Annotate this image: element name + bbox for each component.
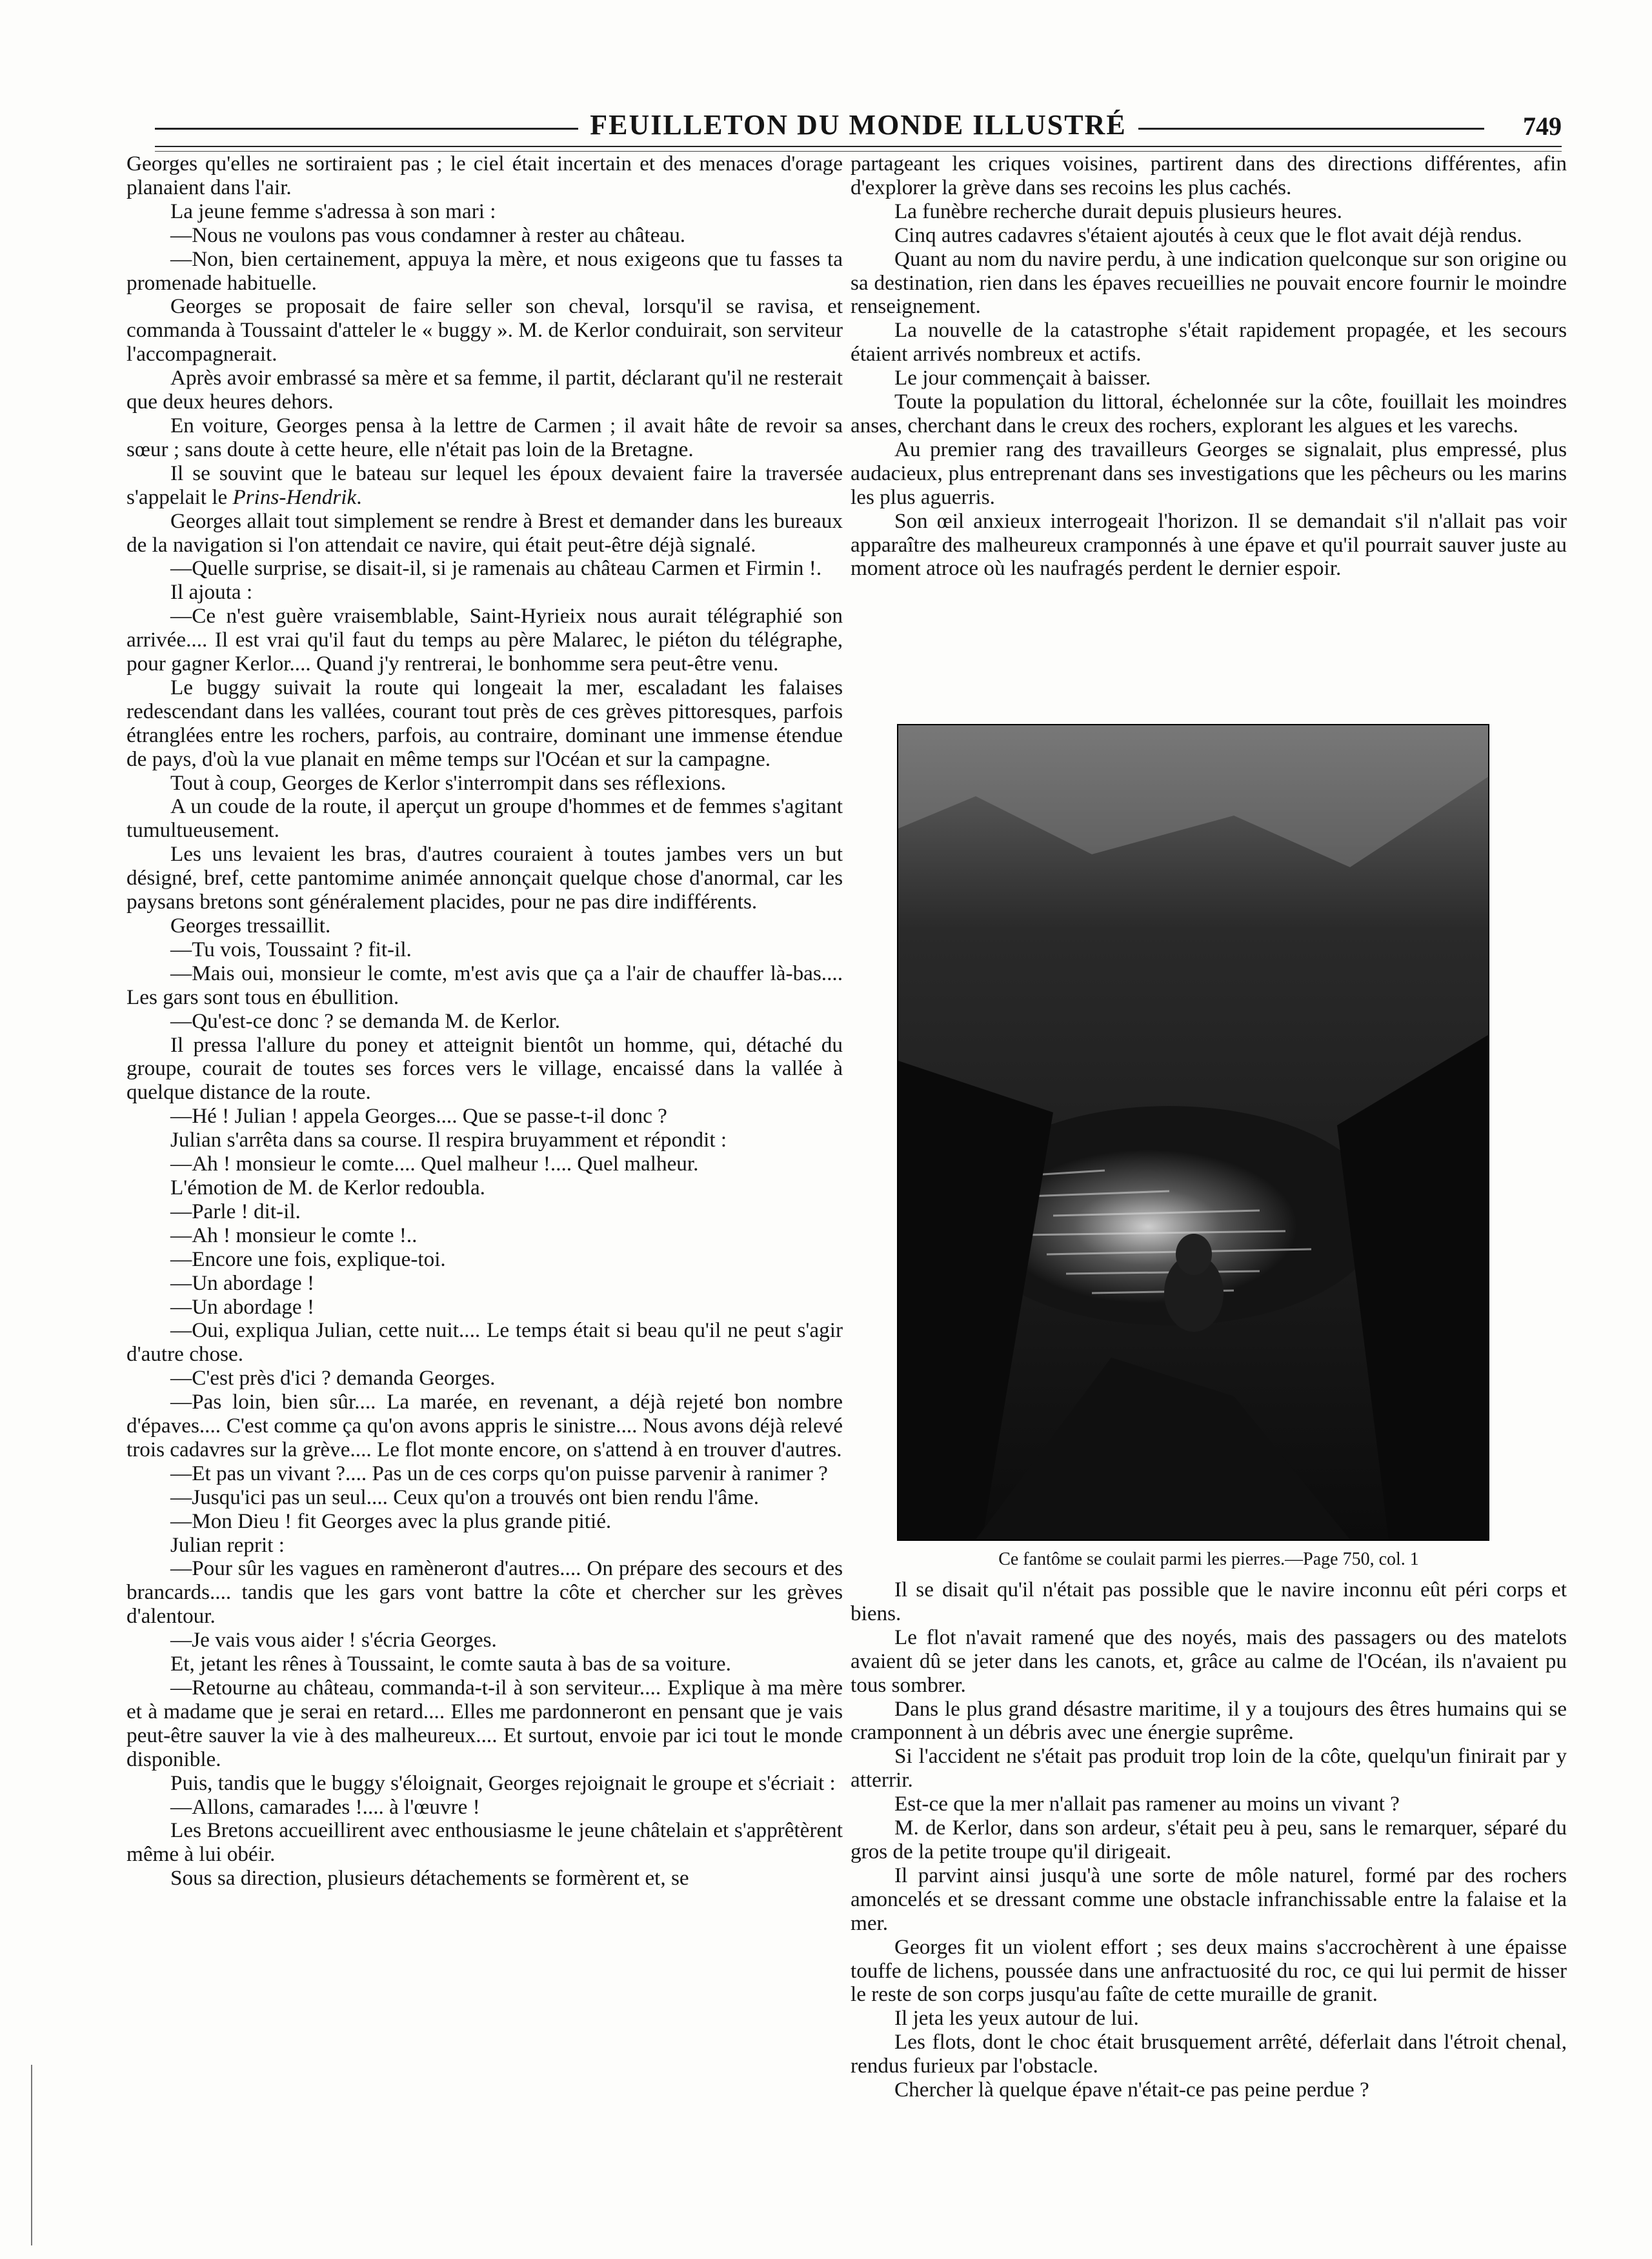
paragraph: Il pressa l'allure du poney et atteignit bientôt un homme, qui, détaché du groupe, courait de toutes ses forces vers le village, encaissé dans la vallée à quelque distance de la route. bbox=[126, 1032, 843, 1105]
paragraph: —Qu'est-ce donc ? se demanda M. de Kerlor. bbox=[170, 1009, 561, 1033]
paragraph: Les flots, dont le choc était brusquement arrêté, déferlait dans l'étroit chenal, rendus furieux par l'obstacle. bbox=[851, 2030, 1567, 2078]
paragraph: —Non, bien certainement, appuya la mère, et nous exigeons que tu fasses ta promenade habituelle. bbox=[126, 246, 843, 295]
figure-caption: Ce fantôme se coulait parmi les pierres.—Page 750, col. 1 bbox=[998, 1549, 1419, 1569]
paragraph: Tout à coup, Georges de Kerlor s'interrompit dans ses réflexions. bbox=[170, 770, 727, 795]
margin-mark bbox=[31, 2065, 32, 2245]
paragraph: A un coude de la route, il aperçut un groupe d'hommes et de femmes s'agitant tumultueusement. bbox=[126, 794, 843, 843]
paragraph: —Oui, expliqua Julian, cette nuit.... Le temps était si beau qu'il ne peut s'agir d'autre chose. bbox=[126, 1318, 843, 1367]
paragraph: Son œil anxieux interrogeait l'horizon. Il se demandait s'il n'allait pas voir apparaître des malheureux cramponnés à une épave et qu'il pourrait sauver juste au moment atroce où les naufragés perdent le dernier espoir. bbox=[851, 508, 1567, 581]
paragraph: L'émotion de M. de Kerlor redoubla. bbox=[170, 1175, 485, 1200]
paragraph: Sous sa direction, plusieurs détachements se formèrent et, se bbox=[170, 1866, 689, 1891]
paragraph: —Tu vois, Toussaint ? fit-il. bbox=[170, 937, 412, 961]
paragraph: —Quelle surprise, se disait-il, si je ramenais au château Carmen et Firmin !. bbox=[170, 556, 822, 581]
paragraph: —Nous ne voulons pas vous condamner à rester au château. bbox=[170, 223, 686, 247]
paragraph: —Mais oui, monsieur le comte, m'est avis que ça a l'air de chauffer là-bas.... Les gars sont tous en ébullition. bbox=[126, 961, 843, 1009]
paragraph: La jeune femme s'adressa à son mari : bbox=[170, 199, 496, 223]
paragraph: Dans le plus grand désastre maritime, il y a toujours des êtres humains qui se cramponnent à un débris avec une énergie suprême. bbox=[851, 1696, 1567, 1745]
paragraph: Il se souvint que le bateau sur lequel les époux devaient faire la traversée s'appelait le Prins-Hendrik. bbox=[126, 461, 843, 509]
paragraph: Georges fit un violent effort ; ses deux mains s'accrochèrent à une épaisse touffe de lichens, poussée dans une anfractuosité du roc, ce qui lui permit de hisser le reste de son corps jusqu'au faîte de cette muraille de granit. bbox=[851, 1934, 1567, 2007]
paragraph: Au premier rang des travailleurs Georges se signalait, plus empressé, plus audacieux, plus entreprenant dans ses investigations que les pêcheurs ou les marins les plus aguerris. bbox=[851, 437, 1567, 509]
paragraph: —Ah ! monsieur le comte.... Quel malheur !.... Quel malheur. bbox=[170, 1152, 699, 1176]
header-rule-lower bbox=[155, 146, 1562, 147]
paragraph: Et, jetant les rênes à Toussaint, le comte sauta à bas de sa voiture. bbox=[170, 1652, 731, 1676]
paragraph: Le flot n'avait ramené que des noyés, mais des passagers ou des matelots avaient dû se jeter dans les canots, et, grâce au calme de l'Océan, ils n'avaient pu tous sombrer. bbox=[851, 1625, 1567, 1697]
illustration-image bbox=[898, 725, 1488, 1540]
paragraph: Toute la population du littoral, échelonnée sur la côte, fouillait les moindres anses, cherchant dans le creux des rochers, explorant les algues et les varechs. bbox=[851, 390, 1567, 437]
paragraph: —Un abordage ! bbox=[170, 1294, 315, 1319]
paragraph: —Je vais vous aider ! s'écria Georges. bbox=[170, 1628, 497, 1652]
paragraph: partageant les criques voisines, partirent dans des directions différentes, afin d'explorer la grève dans ses recoins les plus cachés. bbox=[851, 152, 1567, 199]
paragraph: Il parvint ainsi jusqu'à une sorte de môle naturel, formé par des rochers amoncelés et se dressant comme une obstacle infranchissable entre la falaise et la mer. bbox=[851, 1863, 1567, 1935]
paragraph: —Mon Dieu ! fit Georges avec la plus grande pitié. bbox=[170, 1509, 612, 1533]
paragraph: Georges se proposait de faire seller son cheval, lorsqu'il se ravisa, et commanda à Toussaint d'atteler le « buggy ». M. de Kerlor conduirait, son serviteur l'accompagnerait. bbox=[126, 294, 843, 366]
paragraph: M. de Kerlor, dans son ardeur, s'était peu à peu, sans le remarquer, séparé du gros de la petite troupe qu'il dirigeait. bbox=[851, 1816, 1567, 1863]
paragraph: Il ajouta : bbox=[170, 580, 253, 605]
paragraph: —Parle ! dit-il. bbox=[170, 1199, 301, 1223]
paragraph: —Encore une fois, explique-toi. bbox=[170, 1247, 446, 1271]
paragraph: Les Bretons accueillirent avec enthousiasme le jeune châtelain et s'apprêtèrent même à lui obéir. bbox=[126, 1818, 843, 1867]
right-text-column-upper bbox=[851, 152, 1567, 581]
paragraph: —Ce n'est guère vraisemblable, Saint-Hyrieix nous aurait télégraphié son arrivée.... Il est vrai qu'il faut du temps au père Malarec, le piéton du télégraphe, pour gagner Kerlor.... Quand j'y rentrerai, le bonhomme sera peut-être venu. bbox=[126, 604, 843, 676]
paragraph: Si l'accident ne s'était pas produit trop loin de la côte, quelqu'un finirait par y atterrir. bbox=[851, 1744, 1567, 1792]
paragraph: La nouvelle de la catastrophe s'était rapidement propagée, et les secours étaient arrivés nombreux et actifs. bbox=[851, 318, 1567, 366]
paragraph: —Hé ! Julian ! appela Georges.... Que se passe-t-il donc ? bbox=[170, 1104, 667, 1129]
paragraph: La funèbre recherche durait depuis plusieurs heures. bbox=[894, 199, 1342, 223]
paragraph: —Et pas un vivant ?.... Pas un de ces corps qu'on puisse parvenir à ranimer ? bbox=[170, 1461, 828, 1485]
page-number: 749 bbox=[1514, 111, 1562, 141]
paragraph: En voiture, Georges pensa à la lettre de Carmen ; il avait hâte de revoir sa sœur ; sans doute à cette heure, elle n'était pas loin de la Bretagne. bbox=[126, 413, 843, 461]
paragraph: Les uns levaient les bras, d'autres couraient à toutes jambes vers un but désigné, bref, cette pantomime animée annonçait quelque chose d'anormal, car les paysans bretons sont généralement placides, pour ne pas dire indifférents. bbox=[126, 842, 843, 914]
paragraph: Après avoir embrassé sa mère et sa femme, il partit, déclarant qu'il ne resterait que deux heures dehors. bbox=[126, 366, 843, 414]
paragraph: —Jusqu'ici pas un seul.... Ceux qu'on a trouvés ont bien rendu l'âme. bbox=[170, 1485, 760, 1509]
paragraph: Il jeta les yeux autour de lui. bbox=[894, 2006, 1139, 2031]
paragraph: —Pour sûr les vagues en ramèneront d'autres.... On prépare des secours et des brancards.... tandis que les gars vont battre la côte et chercher sur les grèves d'alentour. bbox=[126, 1556, 843, 1629]
paragraph: —Allons, camarades !.... à l'œuvre ! bbox=[170, 1794, 480, 1819]
paragraph: Georges tressaillit. bbox=[170, 914, 331, 938]
paragraph: Le buggy suivait la route qui longeait la mer, escaladant les falaises redescendant dans les vallées, courant tout près de ces grèves pittoresques, parfois étranglées entre les rochers, parfois, au contraire, dominant une immense étendue de pays, d'où la vue planait en même temps sur l'Océan et sur la campagne. bbox=[126, 675, 843, 771]
paragraph: —Un abordage ! bbox=[170, 1270, 315, 1295]
paragraph: Est-ce que la mer n'allait pas ramener au moins un vivant ? bbox=[894, 1792, 1400, 1816]
paragraph: Quant au nom du navire perdu, à une indication quelconque sur son origine ou sa destination, rien dans les épaves recueillies ne pouvait encore fournir le moindre renseignement. bbox=[851, 246, 1567, 319]
illustration-figure bbox=[897, 724, 1489, 1541]
paragraph: —Retourne au château, commanda-t-il à son serviteur.... Explique à ma mère et à madame que je serai en retard.... Elles me pardonneront en pensant que je vais peut-être sauver la vie à des malheureux.... Et surtout, envoie par ici tout le monde disponible. bbox=[126, 1676, 843, 1771]
paragraph: Georges qu'elles ne sortiraient pas ; le ciel était incertain et des menaces d'orage planaient dans l'air. bbox=[126, 152, 843, 199]
paragraph: Puis, tandis que le buggy s'éloignait, Georges rejoignait le groupe et s'écriait : bbox=[170, 1771, 836, 1795]
paragraph: Julian s'arrêta dans sa course. Il respira bruyamment et répondit : bbox=[170, 1128, 727, 1152]
paragraph: Le jour commençait à baisser. bbox=[894, 366, 1151, 390]
paragraph: —Ah ! monsieur le comte !.. bbox=[170, 1223, 418, 1247]
paragraph: Georges allait tout simplement se rendre à Brest et demander dans les bureaux de la navigation si l'on attendait ce navire, qui était peut-être déjà signalé. bbox=[126, 508, 843, 557]
left-text-column bbox=[126, 152, 843, 1891]
ship-name: Prins-Hendrik bbox=[232, 485, 357, 509]
paragraph: Julian reprit : bbox=[170, 1532, 285, 1557]
running-title: FEUILLETON DU MONDE ILLUSTRÉ bbox=[155, 108, 1562, 141]
paragraph: Cinq autres cadavres s'étaient ajoutés à ceux que le flot avait déjà rendus. bbox=[894, 223, 1522, 247]
paragraph: —C'est près d'ici ? demanda Georges. bbox=[170, 1366, 496, 1391]
paragraph: —Pas loin, bien sûr.... La marée, en revenant, a déjà rejeté bon nombre d'épaves.... C'est comme ça qu'on avons appris le sinistre.... Nous avons déjà relevé trois cadavres sur la grève.... Le flot monte encore, on s'attend à en trouver d'autres. bbox=[126, 1390, 843, 1461]
paragraph: Chercher là quelque épave n'était-ce pas peine perdue ? bbox=[894, 2078, 1369, 2102]
paragraph: Il se disait qu'il n'était pas possible que le navire inconnu eût péri corps et biens. bbox=[851, 1578, 1567, 1625]
right-text-column-lower bbox=[851, 1578, 1567, 2102]
